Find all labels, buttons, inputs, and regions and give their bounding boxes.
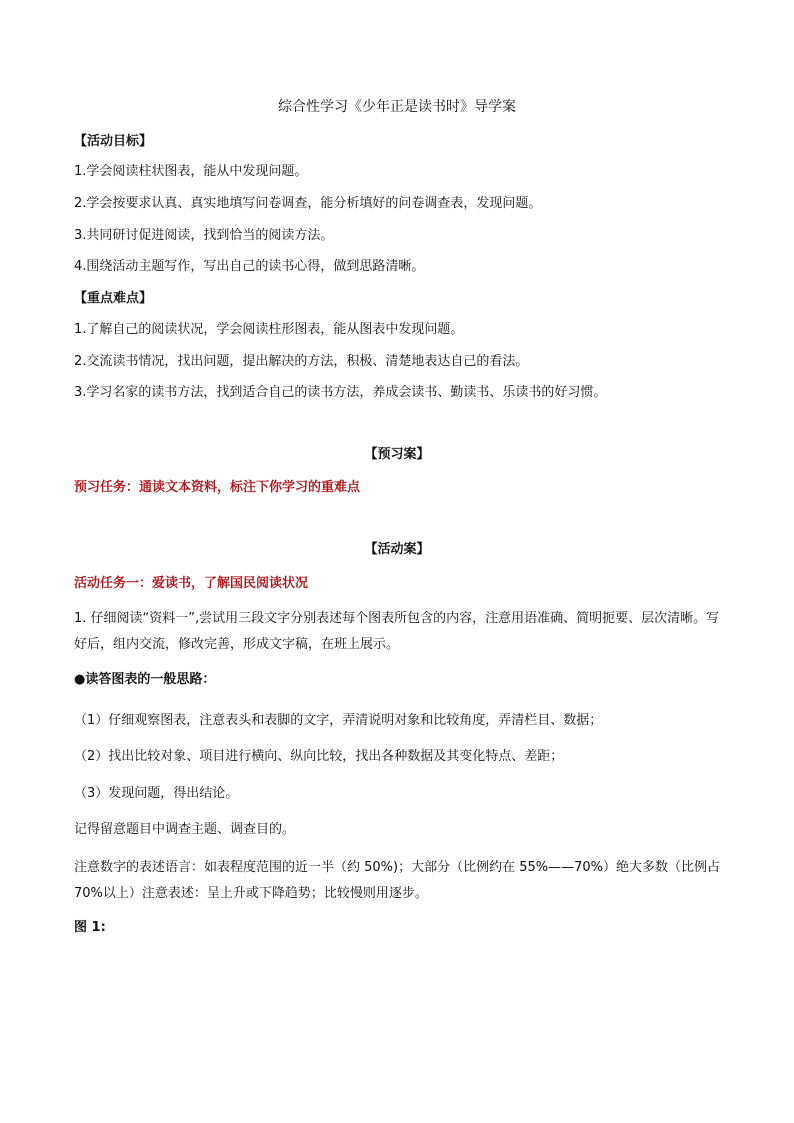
activity-heading: 【活动案】 [364, 542, 430, 557]
reminder-text: 记得留意题目中调查主题、调查目的。 [74, 822, 296, 837]
key-points-heading: 【重点难点】 [74, 291, 153, 306]
figure-label: 图 1: [74, 920, 106, 935]
key-point-item: 3.学习名家的读书方法，找到适合自己的读书方法，养成会读书、勤读书、乐读书的好习惯。 [74, 385, 607, 400]
number-expression-note: 注意数字的表述语言：如表程度范围的近一半（约 50%)；大部分（比例约在 55%——70%）绝大多数（比例占 70%以上）注意表述：呈上升或下降趋势；比较慢则用逐步。 [74, 860, 721, 901]
key-point-item: 1.了解自己的阅读状况，学会阅读柱形图表，能从图表中发现问题。 [74, 322, 464, 337]
preview-task: 预习任务：通读文本资料，标注下你学习的重难点 [74, 480, 361, 495]
goal-item: 4.围绕活动主题写作，写出自己的读书心得，做到思路清晰。 [74, 259, 425, 274]
method-heading: ●读答图表的一般思路： [74, 672, 216, 687]
goals-heading: 【活动目标】 [74, 134, 153, 149]
key-point-item: 2.交流读书情况，找出问题，提出解决的方法，积极、清楚地表达自己的看法。 [74, 354, 529, 369]
preview-heading: 【预习案】 [364, 447, 430, 462]
method-step: （1）仔细观察图表，注意表头和表脚的文字，弄清说明对象和比较角度，弄清栏目、数据； [74, 713, 603, 728]
goal-item: 2.学会按要求认真、真实地填写问卷调查，能分析填好的问卷调查表，发现问题。 [74, 196, 542, 211]
method-step: （3）发现问题，得出结论。 [74, 786, 239, 801]
document-title: 综合性学习《少年正是读书时》导学案 [278, 99, 516, 115]
method-step: （2）找出比较对象、项目进行横向、纵向比较，找出各种数据及其变化特点、差距； [74, 749, 564, 764]
activity-task-1: 活动任务一：爱读书，了解国民阅读状况 [74, 576, 309, 591]
goal-item: 1.学会阅读柱状图表，能从中发现问题。 [74, 164, 308, 179]
goal-item: 3.共同研讨促进阅读，找到恰当的阅读方法。 [74, 228, 334, 243]
activity-paragraph-1: 1. 仔细阅读“资料一”,尝试用三段文字分别表述每个图表所包含的内容，注意用语准确、简明扼要、层次清晰。写好后，组内交流，修改完善，形成文字稿，在班上展示。 [74, 611, 720, 652]
